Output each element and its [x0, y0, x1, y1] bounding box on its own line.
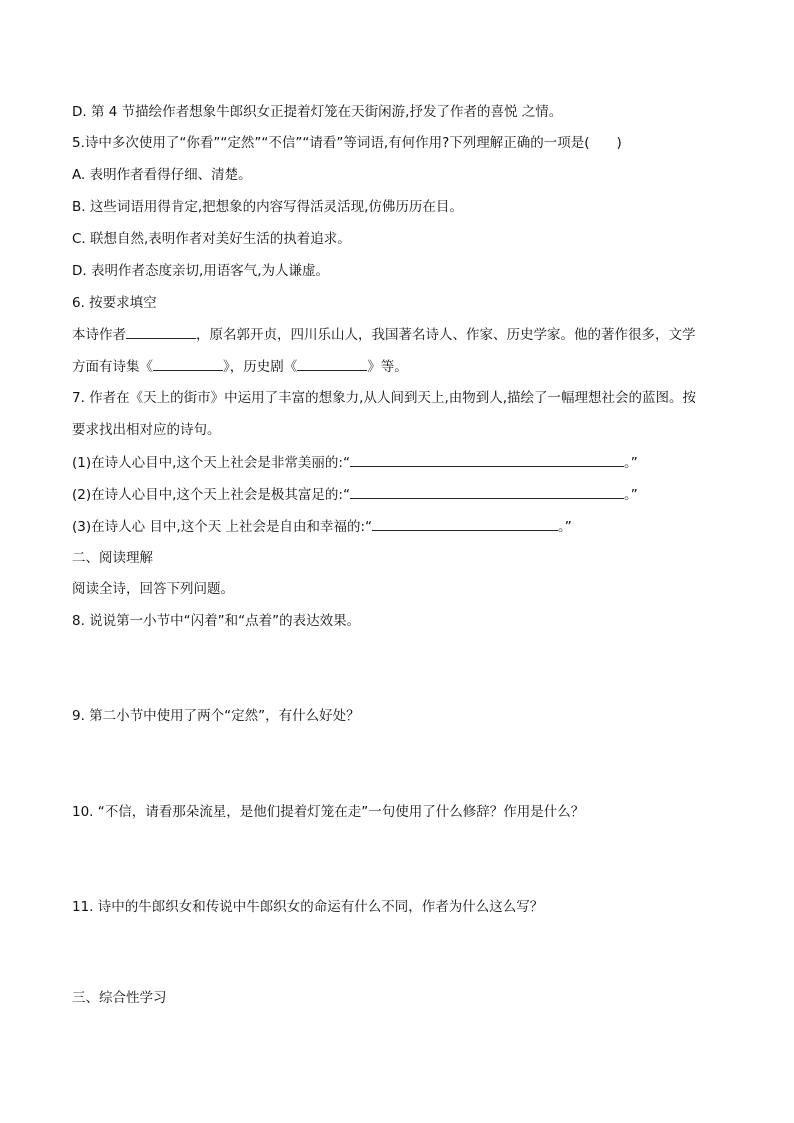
author-blank[interactable]	[126, 325, 196, 339]
section-2-intro: 阅读全诗，回答下列问题。	[72, 581, 234, 597]
q5-option-d: D. 表明作者态度亲切,用语客气,为人谦虚。	[72, 263, 330, 279]
q6-line-1	[72, 325, 696, 344]
q7-item-2-suffix: 。”	[623, 487, 638, 503]
q6-text-c: 方面有诗集《	[72, 359, 153, 375]
q9-stem: 9. 第二小节中使用了两个“定然”，有什么好处？	[72, 708, 360, 724]
q7-item-2-prefix: (2)在诗人心目中,这个天上社会是极其富足的:“	[72, 487, 350, 503]
q5-option-c: C. 联想自然,表明作者对美好生活的执着追求。	[72, 231, 351, 247]
q10-stem: 10. “不信，请看那朵流星，是他们提着灯笼在走”一句使用了什么修辞？作用是什么？	[72, 804, 585, 820]
q6-stem: 6. 按要求填空	[72, 295, 157, 311]
section-3-heading: 三、综合性学习	[72, 990, 167, 1006]
q7-item-3	[72, 517, 572, 536]
q7-item-3-prefix: (3)在诗人心 目中,这个天 上社会是自由和幸福的:“	[72, 519, 373, 535]
q4-option-d: D. 第 4 节描绘作者想象牛郎织女正提着灯笼在天街闲游,抒发了作者的喜悦 之情。	[72, 104, 563, 120]
q7-item-3-blank[interactable]	[372, 517, 558, 531]
q5-stem: 5.诗中多次使用了“你看”“定然”“不信”“请看”等词语,有何作用?下列理解正确的一项是( )	[72, 135, 622, 151]
q7-item-2-blank[interactable]	[350, 485, 624, 499]
q6-text-b: ，原名郭开贞，四川乐山人，我国著名诗人、作家、历史学家。他的著作很多，文学	[196, 327, 696, 343]
q6-text-d: 》，历史剧《	[223, 359, 298, 375]
q7-item-3-suffix: 。”	[558, 519, 572, 535]
q5-option-a: A. 表明作者看得仔细、清楚。	[72, 167, 252, 183]
q7-item-1-blank[interactable]	[350, 453, 624, 467]
q8-stem: 8. 说说第一小节中“闪着”和“点着”的表达效果。	[72, 613, 361, 629]
q6-text-e: 》等。	[367, 359, 408, 375]
q7-stem-2: 要求找出相对应的诗句。	[72, 422, 221, 438]
q11-stem: 11. 诗中的牛郎织女和传说中牛郎织女的命运有什么不同，作者为什么这么写？	[72, 899, 544, 915]
q7-item-1	[72, 453, 638, 472]
q6-text-a: 本诗作者	[72, 327, 126, 343]
poetry-collection-blank[interactable]	[153, 357, 223, 371]
historical-drama-blank[interactable]	[297, 357, 367, 371]
q7-item-1-suffix: 。”	[623, 455, 638, 471]
q7-item-1-prefix: (1)在诗人心目中,这个天上社会是非常美丽的:“	[72, 455, 350, 471]
q7-stem-1: 7. 作者在《天上的街市》中运用了丰富的想象力,从人间到天上,由物到人,描绘了一幅理想社会的蓝图。按	[72, 390, 697, 406]
q7-item-2	[72, 485, 638, 504]
q6-line-2	[72, 357, 408, 376]
q5-option-b: B. 这些词语用得肯定,把想象的内容写得活灵活现,仿佛历历在目。	[72, 199, 463, 215]
section-2-heading: 二、阅读理解	[72, 550, 153, 566]
